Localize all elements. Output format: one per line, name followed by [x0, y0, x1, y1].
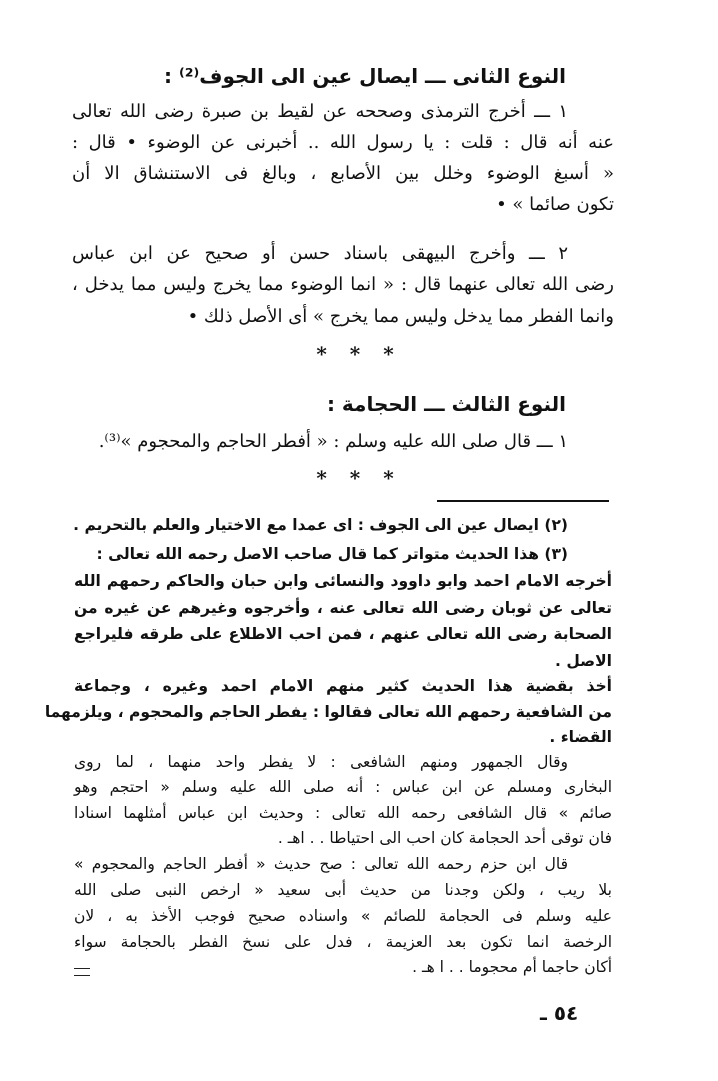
- footnote-line: صائم » قال الشافعى رحمه الله تعالى : وحديث ابن عباس أمثلهما اسنادا: [74, 804, 612, 822]
- footnote-line: عليه وسلم فى الحجامة للصائم » واسناده صحيح فوجب الأخذ به ، لان: [74, 907, 612, 925]
- footnote-line: قال ابن حزم رحمه الله تعالى : صح حديث « أفطر الحاجم والمحجوم »: [74, 855, 568, 873]
- page-number: ٥٤ ـ: [540, 1001, 579, 1025]
- footnote-line: البخارى ومسلم عن ابن عباس : أنه صلى الله عليه وسلم « احتجم وهو: [74, 778, 612, 796]
- section-separator-stars: * * *: [316, 342, 402, 366]
- footnote-line: الاصل .: [555, 652, 612, 670]
- footnote-line: وقال الجمهور ومنهم الشافعى : لا يفطر واحد منهما ، لما روى: [74, 753, 568, 771]
- body-line: ١ ـــ أخرج الترمذى وصححه عن لقيط بن صبرة رضى الله تعالى: [72, 101, 568, 122]
- footnote-line: الصحابة رضى الله تعالى عنهم ، فمن احب الاطلاع على طرقه فليراجع: [74, 625, 612, 643]
- body-line: « أسبغ الوضوء وخلل بين الأصابع ، وبالغ فى الاستنشاق الا أن: [72, 163, 614, 184]
- body-line: ١ ـــ قال صلى الله عليه وسلم : « أفطر الحاجم والمحجوم »⁽³⁾.: [98, 431, 568, 452]
- footnote-line: (٢) ايصال عين الى الجوف : اى عمدا مع الاختيار والعلم بالتحريم .: [73, 516, 568, 534]
- body-line: عنه أنه قال : قلت : يا رسول الله .. أخبرنى عن الوضوء • قال :: [72, 132, 614, 153]
- footnote-line: أكان حاجما أم محجوما . . ا هـ .: [412, 958, 612, 976]
- footnote-divider: [437, 500, 609, 502]
- footnote-line: فان توقى أحد الحجامة كان احب الى احتياطا . . اهـ .: [277, 829, 612, 847]
- body-line: وانما الفطر مما يدخل وليس مما يخرج » أى الأصل ذلك •: [187, 306, 614, 327]
- section-heading-type-two: النوع الثانى ـــ ايصال عين الى الجوف⁽²⁾ :: [164, 64, 566, 88]
- footnote-line: أخرجه الامام احمد وابو داوود والنسائى وابن حبان والحاكم رحمهم الله: [74, 572, 612, 590]
- body-line: تكون صائما » •: [496, 194, 614, 215]
- section-separator-stars: * * *: [316, 466, 402, 490]
- footnote-line: أخذ بقضية هذا الحديث كثير منهم الامام احمد وغيره ، وجماعة: [74, 677, 612, 695]
- section-heading-type-three: النوع الثالث ـــ الحجامة :: [326, 392, 566, 416]
- footnote-line: بلا ريب ، ولكن وجدنا من حديث أبى سعيد « ارخص النبى صلى الله: [74, 881, 612, 899]
- body-line: ٢ ـــ وأخرج البيهقى باسناد حسن أو صحيح عن ابن عباس: [72, 243, 568, 264]
- footnote-line: (٣) هذا الحديث متواتر كما قال صاحب الاصل رحمه الله تعالى :: [96, 545, 568, 563]
- footnote-line: الرخصة انما تكون بعد العزيمة ، فدل على نسخ الفطر بالحجامة سواء: [74, 933, 612, 951]
- end-mark: [74, 968, 90, 976]
- body-line: رضى الله تعالى عنهما قال : « انما الوضوء مما يخرج وليس مما يدخل ،: [72, 274, 614, 295]
- footnote-line: تعالى عن ثوبان رضى الله تعالى عنه ، وأخرجوه وغيرهم عن غيره من: [74, 599, 612, 617]
- footnote-line: من الشافعية رحمهم الله تعالى فقالوا : يفطر الحاجم والمحجوم ، ويلزمهما: [44, 703, 612, 721]
- footnote-line: القضاء .: [549, 728, 612, 746]
